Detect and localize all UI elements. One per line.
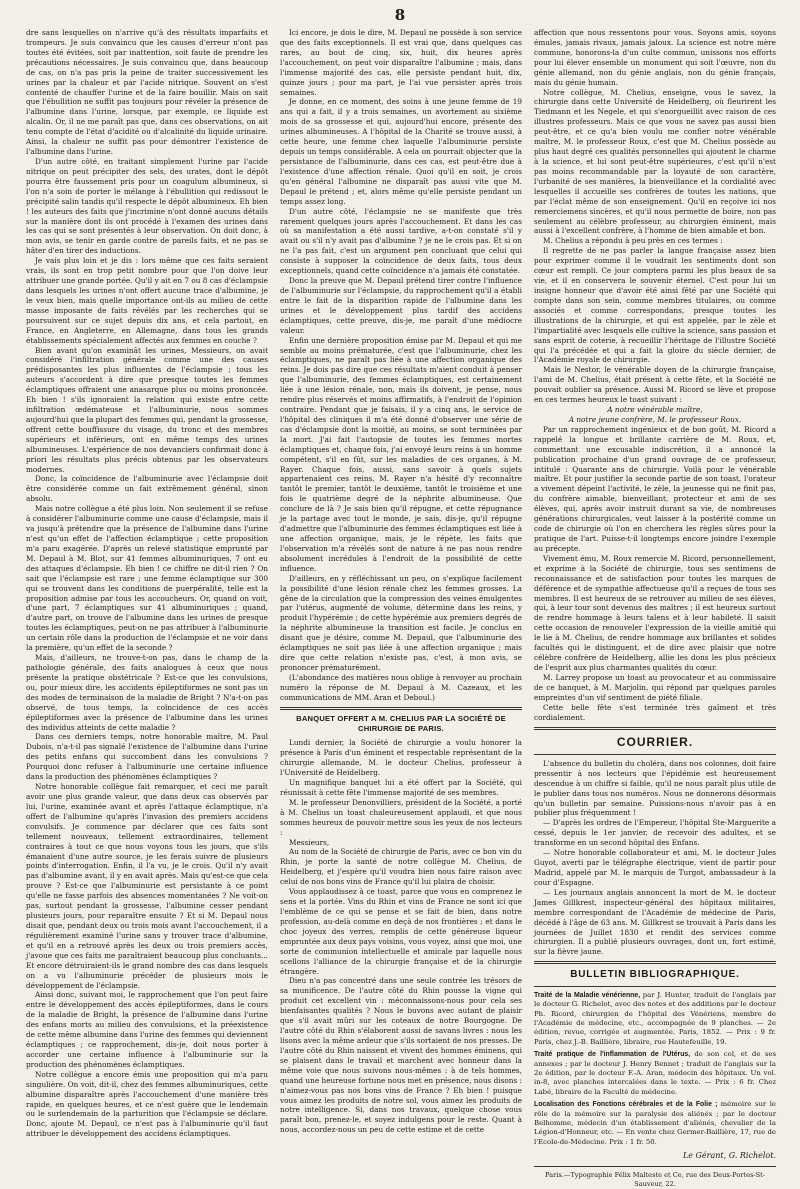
paragraph: D'un autre côté, en traitant simplement l'urine par l'acide nitrique on peut précipiter des sels, des urates, dont le dépôt pourra être faussement pris pour un coagulum albumineux, si l'on n'a soin de porter le mélange à l'ébullition qui redissout le précipité salin tandis qu'il respecte le dépôt albumineux. Eh bien ! les auteurs des faits que j'incrimine n'ont donné aucuns détails sur la manière dont ils ont procédé à l'examen des urines dans les cas qui se sont présentés à leur observation. On doit donc, à mon avis, se tenir en garde contre de pareils faits, et ne pas se hâter d'en tirer des inductions.: [26, 156, 268, 256]
paragraph: Donc, la coïncidence de l'albuminurie avec l'éclampsie doit être considérée comme un fait extrêmement général, sinon absolu.: [26, 474, 268, 504]
verse-line: A notre vénérable maître,: [607, 405, 703, 415]
paragraph: L'absence du bulletin du choléra, dans nos colonnes, doit faire pressentir à nos lecteurs que l'épidémie est heureusement descendue à un chiffre si faible, qu'il ne nous paraît plus utile de le publier dans tous nos numéros. Nous ne donnerons désormais qu'un bulletin par semaine. Puissions-nous n'avoir pas à en publier plus fréquemment !: [534, 758, 776, 818]
paragraph: Notre collègue, M. Chelius, enseigne, vous le savez, la chirurgie dans cette Université de Heidelberg, où fleurirent les Tiedmann et les Negele, et qui s'enorgueillit avec raison de ces illustres professeurs. Mais ce que vous ne savez pas aussi bien peut-être, et ce qu'a bien voulu me confier notre vénérable maître, M. le professeur Roux, c'est que M. Chelius possède au plus haut degré ces qualités personnelles qui ajoutent le charme à la science, et lui sont peut-être supérieures, c'est qu'il n'est pas moins recommandable par la loyauté de son caractère, l'urbanité de ses manières, la bienveillance et la cordialité avec lesquelles il accueille ses confrères de toutes les nations, que par l'éclat même de son enseignement. Qu'il en reçoive ici nos remerciemens sincères, et qu'il nous permette de boire, non pas seulement au célèbre professeur, au chirurgien éminent, mais aussi à l'excellent confrère, à l'homme de bien aimable et bon.: [534, 87, 776, 236]
paragraph: Vous applaudissez à ce toast, parce que vous en comprenez le sens et la portée. Vins du Rhin et vins de France ne sont ici que l'emblème de ce qui se pense et se fait de bien, dans notre profession, au-delà comme en deçà de nos frontières ; et dans le choc joyeux des verres, remplis de cette généreuse liqueur empruntée aux deux pays voisins, vous voyez, ainsi que moi, une sorte de communion intellectuelle et amicale par laquelle nous scellons l'alliance de la chirurgie française et de la chirurgie étrangère.: [280, 887, 522, 976]
paragraph: Ainsi donc, suivant moi, le rapprochement que l'on peut faire entre le développement des accès épileptiformes, dans le cours de la maladie de Bright, la présence de l'albumine dans l'urine des enfans morts au milieu des convulsions, et la préexistence de cette même albumine dans l'urine des femmes qui deviennent éclamptiques ; ce rapprochement, dis-je, doit nous porter à accorder une certaine influence à l'albuminurie sur la production des phénomènes éclamptiques.: [26, 990, 268, 1069]
verse-line: A notre jeune confrère, M. le professeur Roux.: [568, 414, 742, 424]
column-3: [534, 28, 777, 1188]
bibliography-entry-title: Localisation des Fonctions cérébrales et de la Folie ;: [534, 1101, 721, 1109]
section-divider: [280, 707, 522, 710]
paragraph: Un magnifique banquet lui a été offert par la Société, qui réunissait à cette fête l'immense majorité de ses membres.: [280, 778, 522, 797]
paragraph: Messieurs,: [289, 837, 330, 847]
paragraph: — Les journaux anglais annoncent la mort de M. le docteur James Gillkrest, inspecteur-général des hôpitaux militaires, membre correspondant de l'Académie de médecine de Paris, décédé à l'âge de 63 ans. M. Gillkrest se trouvait à Paris dans les journées de Juillet 1830 et rendit des services comme chirurgien. Il a publié plusieurs ouvrages, dont un, fort estimé, sur la fièvre jaune.: [534, 887, 776, 957]
courrier-section: [534, 759, 776, 957]
paragraph: dre sans lesquelles on n'arrive qu'à des résultats imparfaits et trompeurs. Je suis convaincu que les causes d'erreur n'ont pas toutes été évitées, soit par inattention, soit faute de prendre les précautions nécessaires. Je suis convaincu que, dans beaucoup de cas, on n'a pas pris la peine de traiter successivement les urines par la chaleur et par l'acide nitrique. Souvent on s'est contenté de chauffer l'urine et de la faire bouillir. Mais on sait que l'ébullition ne suffit pas toujours pour révéler la présence de l'albumine dans l'urine, lorsque, par exemple, ce liquide est alcalin. Or, il ne me paraît pas que, dans ces observations, on ait tenu compte de l'état d'acidité ou d'alcalinité du liquide urinaire. Ainsi, la chaleur ne suffit pas pour démontrer l'existence de l'albumine dans l'urine.: [26, 28, 268, 157]
paragraph: Bien avant qu'on examinât les urines, Messieurs, on avait considéré l'infiltration générale comme une des causes prédisposantes les plus influentes de l'éclampsie ; tous les auteurs s'accordent à dire que presque toutes les femmes éclamptiques offraient une anasarque plus ou moins prononcée. Eh bien ! s'ils ignoraient la relation qui existe entre cette infiltration œdémateuse et l'albuminurie, nous sommes aujourd'hui que la plupart des femmes qui, pendant la grossesse, offrent cette bouffissure du visage, du tronc et des membres supérieurs et inférieurs, ont en même temps des urines albumineuses. L'expérience de nos devanciers confirmait donc à priori les résultats plus précis obtenus par les observateurs modernes.: [26, 345, 268, 474]
eclampsia-discussion-continued: [280, 28, 522, 703]
paragraph: Il regrette de ne pas parler la langue française assez bien pour exprimer comme il le voudrait les sentiments dont son cœur est rempli. Ce jour comptera parmi les plus beaux de sa vie, et il en conservera le souvenir éternel. C'est pour lui un insigne honneur que d'avoir été ainsi fêté par une Société qui compte dans son sein, comme membres titulaires, ou comme associés et comme correspondans, presque toutes les illustrations de la chirurgie, et qui est appelée, par le zèle et l'impartialité avec lesquels elle cultive la science, sans passion et sans esprit de coterie, à recueillir l'héritage de l'illustre Société qui l'a précédée et qui a fait la gloire du siècle dernier, de l'Académie royale de chirurgie.: [534, 246, 777, 365]
bibliography-entry: [534, 1050, 776, 1097]
paragraph: Notre collègue a encore émis une proposition qui m'a paru singulière. On voit, dit-il, chez des femmes albuminuriques, cette albumine disparaître après l'accouchement d'une manière très rapide, en quelques heures, et ce n'est guère que le lendemain ou le surlendemain de la parturition que l'éclampsie se déclare. Donc, ajoute M. Depaul, ce n'est pas à l'albuminurie qu'il faut attribuer le développement des accidens éclamptiques.: [26, 1069, 268, 1139]
paragraph: Au nom de la Société de chirurgie de Paris, avec ce bon vin du Rhin, je porte la santé de notre collègue M. Chelius, de Heidelberg, et j'espère qu'il voudra bien nous faire raison avec celui de nos bons vins de France qu'il lui plaira de choisir.: [280, 847, 522, 887]
paragraph: (L'abondance des matières nous oblige à renvoyer au prochain numéro la réponse de M. Depaul à M. Cazeaux, et les communications de MM. Aran et Deboul.): [280, 672, 522, 702]
bibliography-entry-text: mémoire sur le rôle de la mémoire sur la paralysie des aliénés ; par le docteur Belhomme, médecin d'un établissement d'aliénés, chevalier de la Légion-d'Honneur, etc. — En vente chez Germer-Baillière, 17, rue de l'Ecole-de-Médecine. Prix : 1 fr. 50.: [534, 1100, 776, 1146]
paragraph: affection que nous ressentons pour vous. Soyons amis, soyons émules, jamais rivaux, jamais jaloux. La science est notre mère commune, honorons-la d'un culte commun, unissons nos efforts pour lui élever ensemble un monument qui soit l'œuvre, non du génie allemand, non du génie anglais, non du génie français, mais du génie humain.: [534, 28, 776, 87]
printer-imprint: Paris.—Typographie Félix Malteste et Ce, rue des Deux-Portes-St-Sauveur, 22.: [544, 1171, 766, 1188]
paragraph: Mais le Nestor, le vénérable doyen de la chirurgie française, l'ami de M. Chelius, était présent à cette fête, et la Société ne pouvait oublier sa présence. Aussi M. Ricord se lève et propose en ces termes heureux le toast suivant :: [534, 365, 776, 405]
paragraph: Dieu n'a pas concentré dans une seule contrée les trésors de sa munificence. De l'autre côté du Rhin pousse la vigne qui produit cet excellent vin : méconnaissons-nous pour cela ses bienfaisantes qualités ? Nous le buvons avec autant de plaisir que s'il avait mûri sur les coteaux de notre Bourgogne. De l'autre côté du Rhin s'élaborent aussi de savans livres : nous les lisons avec la même ardeur que s'ils sortaient de nos presses. De l'autre côté du Rhin naissent et vivent des hommes éminens, qui se plaisent dans le travail et marchent avec honneur dans la même voie que nous suivons nous-mêmes : à de tels hommes, quand une heureuse fortune nous met en présence, nous disons : n'aimez-vous pas nos bons vins de France ? Eh bien ! puisque vous aimez les produits de notre sol, vous aimez les produits de notre intelligence. Si, dans nos travaux, quelque chose vous paraît bon, prenez-le, et soyez indulgens pour le reste. Quant à nous, accordez-nous un peu de cette estime et de cette: [280, 976, 522, 1135]
banquet-article-continued: [534, 28, 776, 405]
paragraph: Cette belle fête s'est terminée très gaîment et très cordialement.: [534, 702, 776, 722]
paragraph: Dans ces derniers temps, notre honorable maître, M. Paul Dubois, n'a-t-il pas signalé l'existence de l'albumine dans l'urine des petits enfans qui succombent dans les convulsions ? Pourquoi donc refuser à l'albuminurie une certaine influence dans la production des phénomènes éclamptiques ?: [26, 732, 268, 782]
paragraph: Enfin une dernière proposition émise par M. Depaul et qui me semble au moins prématurée, c'est que l'albuminurie, chez les éclamptiques, ne paraît pas liée à une affection organique des reins. Je dois pas dire que ces résultats m'aient conduit à penser que l'albuminurie, des femmes éclamptiques, est certainement liée à une lésion rénale, non, mais ils doivent, je pense, nous rendre plus réservés et moins affirmatifs, à l'endroit de l'opinion contraire. Pendant que je faisais, il y a cinq ans, le service de l'hôpital des cliniques il m'a été donné d'observer une série de cas d'éclampsie dont la moitié, au moins, se sont terminées par la mort. J'ai fait l'autopsie de toutes les femmes mortes éclamptiques et, chaque fois, j'ai envoyé leurs reins à un homme compétent, s'il en fût, sur les maladies de ces organes, à M. Rayer. Chaque fois, aussi, sans savoir à quels sujets appartenaient ces reins, M. Rayer n'a hésité d'y reconnaître tantôt le premier, tantôt le deuxième, tantôt le troisième et une fois le quatrième degré de la néphrite albumineuse. Que conclure de là ? Je sais bien qu'il répugne, et cette répugnance je la partage avec tout le monde, je sais, dis-je, qu'il répugne d'admettre que l'albuminurie des femmes éclamptiques est liée à une affection organique, mais, je le répète, les faits que l'observation m'a révélés sont de nature à ne pas nous rendre absolument incrédules à l'endroit de la possibilité de cette influence.: [280, 335, 522, 573]
paragraph: Ici encore, je dois le dire, M. Depaul ne possède à son service que des faits exceptionnels. Il est vrai que, dans quelques cas rares, au bout de cinq, six, huit, dix heures après l'accouchement, on peut voir disparaître l'albumine ; mais, dans l'immense majorité des cas, elle persiste pendant huit, dix, quinze jours ; pour ma part, je l'ai vue persister après trois semaines.: [280, 28, 522, 97]
paragraph: Mais notre collègue a été plus loin. Non seulement il se refuse à considérer l'albuminurie comme une cause d'éclampsie, mais il va jusqu'à prétendre que la présence de l'albumine dans l'urine n'est qu'un effet de l'affection éclamptique ; cette proposition m'a paru exagérée. D'après un relevé statistique emprunté par M. Depaul à M. Blot, sur 41 femmes albuminuriques, 7 ont eu des attaques d'éclampsie. Eh bien ! ce chiffre ne dit-il rien ? On sait que l'éclampsie est rare ; une femme éclamptique sur 300 qui se trouvent dans les conditions de puerpéralité, telle est la proposition admise par tous les accoucheurs. Or, quand on voit, d'une part, 7 éclamptiques sur 41 albuminuriques ; quand, d'autre part, on trouve de l'albumine dans les urines de presque toutes les éclamptiques, peut-on ne pas attribuer à l'albuminurie un certain rôle dans la production de l'éclampsie et ne voir dans la première, qu'un effet de la seconde ?: [26, 504, 268, 653]
column-1: [26, 28, 268, 1139]
page-number: 8: [394, 6, 406, 24]
bibliography-entry-text: de son col, et de ses annexes ; par le docteur J. Henry Bennet ; traduit de l'anglais sur la 2e édition, par le docteur F.-A. Aran, médecin des hôpitaux. Un vol. in-8, avec planches intercalées dans le texte. — Prix : 6 fr. Chez Labé, libraire de la Faculté de médecine.: [534, 1050, 776, 1096]
paragraph: Donc la preuve que M. Depaul prétend tirer contre l'influence de l'albuminurie sur l'éclampsie, du rapprochement qu'il a établi entre le fait de la disparition rapide de l'albumine dans les urines et le développement plus tardif des accidens éclamptiques, cette preuve, dis-je, me paraît d'une médiocre valeur.: [280, 276, 522, 335]
paragraph: Par un rapprochement ingénieux et de bon goût, M. Ricord a rappelé la longue et brillante carrière de M. Roux, et, commettant une excusable indiscrétion, il a annoncé la publication prochaine d'un grand ouvrage de ce professeur, intitulé : Quarante ans de chirurgie. Voilà pour le vénérable maître. Et pour justifier la seconde partie de son toast, l'orateur a vivement dépeint l'activité, le zèle, la jeunesse qui ne finit pas, du confrère aimable, bienveillant, protecteur et ami de ses élèves, qui, après avoir instruit durant sa vie, de nombreuses générations chirurgicales, veut laisser à la postérité comme un code de chirurgie où l'on en cherchera les règles sûres pour la pratique de l'art. Puisse-t-il longtemps encore joindre l'exemple au précepte.: [534, 424, 776, 553]
courrier-title: COURRIER.: [616, 734, 694, 749]
bibliography-entry-title: Traité de la Maladie vénérienne,: [534, 991, 643, 999]
toast-verse: [534, 405, 776, 425]
paragraph: Je vais plus loin et je dis : lors même que ces faits seraient vrais, ils sont en trop petit nombre pour que l'on doive leur attribuer une grande portée. Qu'il y ait en 7 ou 8 cas d'éclampsie dans lesquels les urines n'ont offert aucune trace d'albumine, je le veux bien, mais quelle importance ont-ils au milieu de cette masse imposante de faits révélés par les recherches qui se poursuivent sur ce sujet depuis dix ans, et cela partout, en France, en Angleterre, en Allemagne, dans tous les grands établissements spécialement affectés aux femmes en couche ?: [26, 256, 268, 345]
paragraph: D'ailleurs, en y réfléchissant un peu, on s'explique facilement la possibilité d'une lésion rénale chez les femmes grosses. La gêne de la circulation que la compression des veines émulgentes par l'utérus, augmenté de volume, détermine dans les reins, y produit l'hypérémie ; de cette hypérémie aux premiers degrés de la néphrite albumineuse la transition est facile. Je conclus en disant que je désire, comme M. Depaul, que l'albuminurie des éclamptiques ne soit pas liée à une affection organique ; mais dire que cette relation n'existe pas, c'est, à mon avis, se prononcer prématurément.: [280, 573, 522, 672]
banquet-article: [280, 738, 522, 1135]
paragraph: D'un autre côté, l'éclampsie ne se manifeste que très rarement quelques jours après l'accouchement. Et dans les cas où sa manifestation a été aussi tardive, a-t-on constaté s'il y avait ou s'il n'y avait pas d'albumine ? je ne le crois pas. Et si on ne l'a pas fait, c'est un argument pen concluant que celui qui consiste à supposer la coïncidence de deux faits, tous deux exceptionnels, quand cette coïncidence n'a jamais été constatée.: [280, 206, 522, 276]
bibliography-entry: [534, 1100, 776, 1147]
paragraph: Mais, d'ailleurs, ne trouve-t-on pas, dans le champ de la pathologie générale, des faits analogues à ceux que nous présente la pratique obstétricale ? Est-ce que les convulsions, ou, pour mieux dire, les accidents épileptiformes ne sont pas un des modes de terminaison de la maladie de Bright ? N'a-t-on pas observé, de tous temps, la coïncidence de ces accès épileptiformes avec la présence de l'albumine dans les urines des individus atteints de cette maladie ?: [26, 653, 268, 732]
paragraph: M. le professeur Denonvilliers, président de la Société, a porté à M. Chelius un toast chaleureusement applaudi, et que nous sommes heureux de pouvoir mettre sous les yeux de nos lecteurs :: [280, 797, 522, 837]
editor-signature: Le Gérant, G. Richelot.: [682, 1151, 776, 1161]
section-divider: [534, 727, 776, 730]
paragraph: M. Larrey propose un toast au provocateur et au commissaire de ce banquet, à M. Marjolin, qui répond par quelques paroles empreintes d'un vif sentiment de piété filiale.: [534, 672, 776, 702]
bibliography-entry: [534, 991, 776, 1047]
section-divider: [534, 986, 776, 987]
paragraph: — D'après les ordres de l'Empereur, l'hôpital Ste-Marguerite a cessé, depuis le 1er janvier, de recevoir des adultes, et se transforme en un second hôpital des Enfans.: [534, 818, 776, 848]
columns: [26, 28, 777, 1188]
section-divider: [534, 1166, 776, 1167]
bibliography-entry-title: Traité pratique de l'inflammation de l'Utérus,: [534, 1051, 695, 1059]
paragraph: — Notre honorable collaborateur et ami, M. le docteur Jules Guyot, averti par le télégraphe électrique, vient de partir pour Madrid, appelé par M. le marquis de Turgot, ambassadeur à la cour d'Espagne.: [534, 848, 776, 887]
paragraph: Lundi dernier, la Société de chirurgie a voulu honorer la présence à Paris d'un éminent et respectable représentant de la chirurgie allemande, M. le docteur Chelius, professeur à l'Université de Heidelberg.: [280, 738, 522, 778]
bibliography-section: [534, 991, 776, 1147]
column-2: [280, 28, 522, 1135]
paragraph: Je donne, en ce moment, des soins à une jeune femme de 19 ans qui a fait, il y a trois semaines, un avortement au sixième mois de sa grossesse et qui, aujourd'hui encore, présente des urines albumineuses. A l'hôpital de la Charité se trouve aussi, à cette heure, une femme chez laquelle l'albuminurie persiste depuis un temps considérable. A cela on pourrait objecter que la persistance de l'albuminurie, dans ces cas, est peut-être due à l'existence d'une affection rénale. Quoi qu'il en soit, je crois qu'en général l'albumine ne disparaît pas aussi vite que M. Depaul le prétend ; et, alors même qu'elle persiste pendant un temps assez long.: [280, 97, 522, 206]
section-divider: [534, 754, 776, 755]
bibliography-title: BULLETIN BIBLIOGRAPHIQUE.: [570, 969, 740, 981]
paragraph: M. Chelius a répondu à peu près en ces termes :: [543, 236, 723, 246]
section-divider: [534, 961, 776, 964]
paragraph: Notre honorable collègue fait remarquer, et ceci me paraît avoir une plus grande valeur, que dans deux cas observés par lui, l'urine, examinée avant et après l'attaque éclamptique, n'a offert de l'albumine qu'après l'invasion des premiers accidens convulsifs. Je commence par déclarer que ces faits sont tellement nouveaux, tellement extraordinaires, tellement contraires à tout ce que nous voyons tous les jours, que s'ils émanaient d'une autre source, je les ferais suivre de plusieurs points d'interrogation. Enfin, il l'a vu, je le crois. Qu'il n'y avait pas d'albumine avant, il y en avait après. Mais qu'est-ce que cela prouve ? Est-ce que l'albuminurie est persistante à ce point qu'elle ne fasse parfois des absences momentanées ? Ne voit-on pas, surtout pendant la grossesse, l'albumine cesser pendant plusieurs jours, pour reparaître ensuite ? Et si M. Depaul nous disait que, pendant deux ou trois mois avant l'accouchement, il a régulièrement examiné l'urine sans y trouver trace d'albumine, et qu'il en a retrouvé après les deux ou trois premiers accès, j'avoue que ces faits me paraîtraient beaucoup plus concluants... Et encore détruiraient-ils le grand nombre des cas dans lesquels on a vu l'albuminurie précéder de plusieurs mois le développement de l'éclampsie.: [26, 782, 268, 990]
banquet-title: BANQUET OFFERT A M. CHELIUS PAR LA SOCIÉTÉ DE CHIRURGIE DE PARIS.: [296, 713, 506, 733]
banquet-article-end: [534, 425, 776, 723]
paragraph: Vivement ému, M. Roux remercie M. Ricord, personnellement, et exprime à la Société de chirurgie, tous ses sentimens de reconnaissance et de satisfaction pour toutes les marques de déférence et de sympathie affectueuse qu'il a reçues de tous ses membres. Il est heureux de se retrouver au milieu de ses élèves, qui, à leur tour sont devenus des maîtres ; il est heureux surtout de rendre hommage à leurs talens et à leur habileté. Il saisit cette occasion de renouveler l'expression de la vieille amitié qui le lie à M. Chelius, de rendre hommage aux brillantes et solides facultés qui le distinguent, et de dire avec plaisir que notre célèbre confrère de Heidelberg, allie les dons les plus précieux de l'esprit aux plus charmantes qualités du cœur.: [534, 553, 776, 672]
bibliography-entry-text: par J. Hunter, traduit de l'anglais par le docteur G. Richelot, avec des notes et des additions par le docteur Ph. Ricord, chirurgien de l'hôpital des Vénériens, membre de l'Académie de médecine, etc., accompagnée de 9 planches. — 2e édition, revue, corrigée et augmentée. Paris, 1852. — Prix : 9 fr. Paris, chez J.-B. Baillière, libraire, rue Hautefeuille, 19.: [534, 990, 776, 1046]
